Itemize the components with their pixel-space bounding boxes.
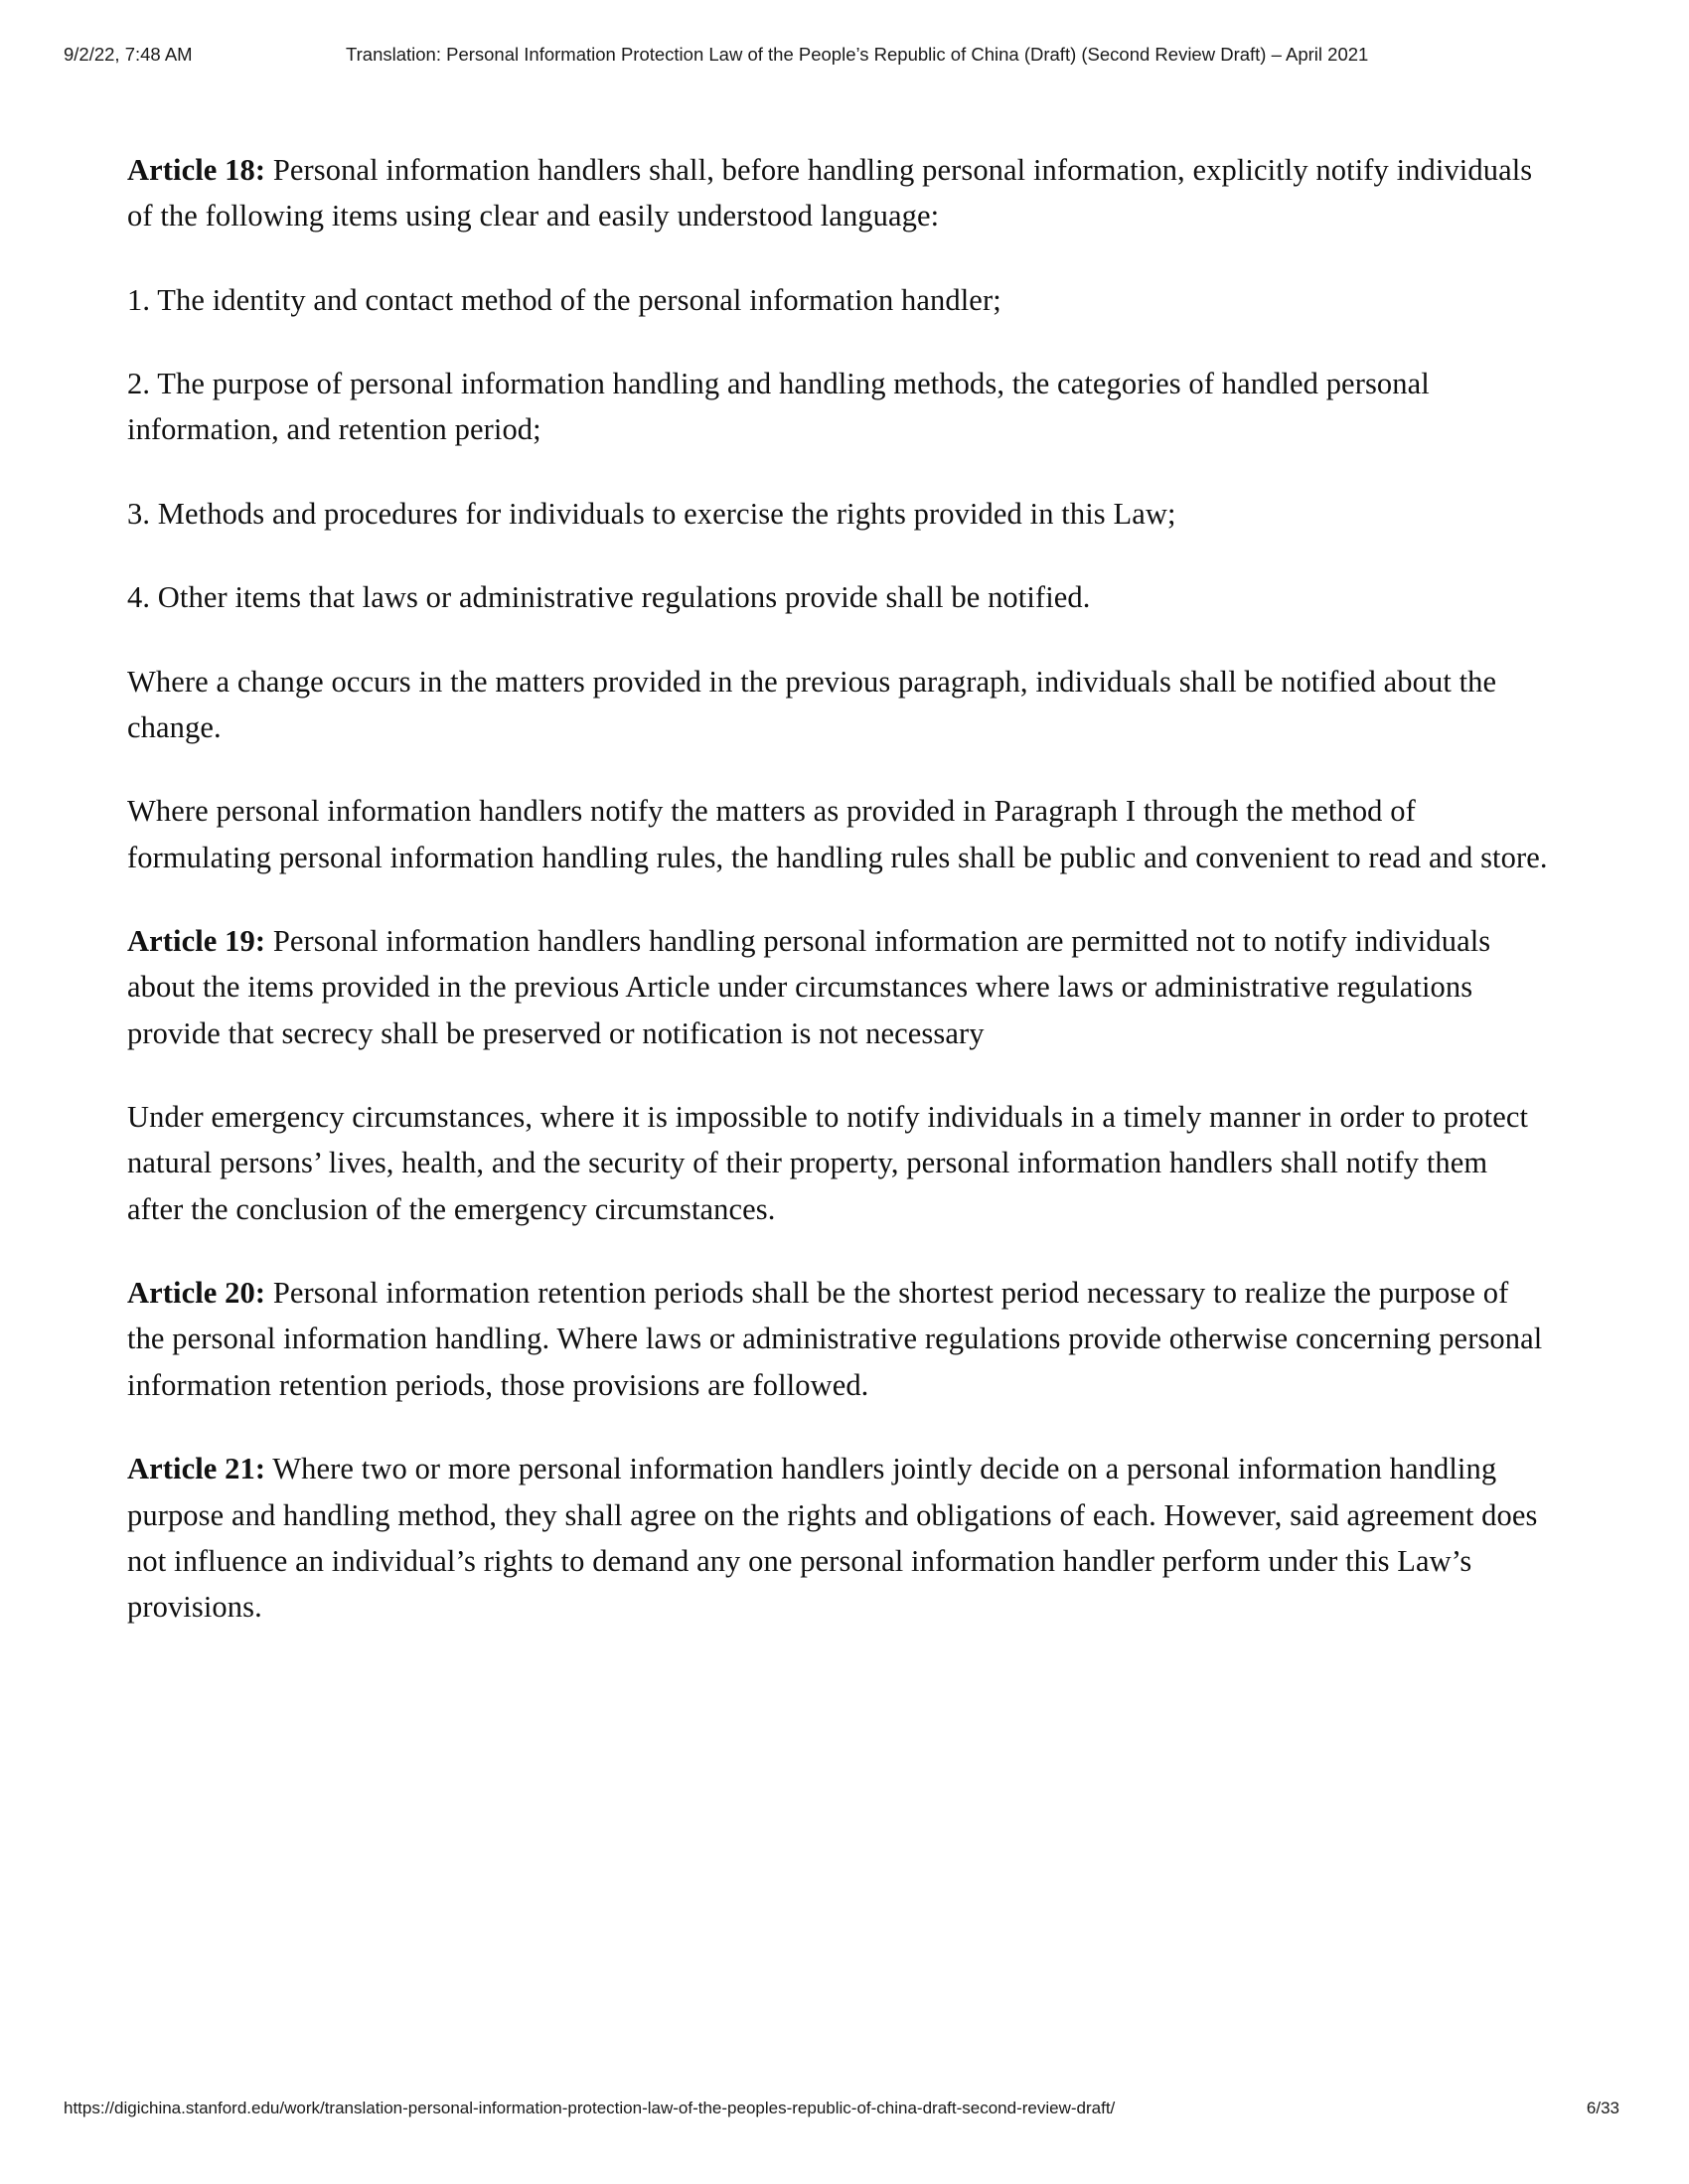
page-footer: [0, 2099, 1689, 2120]
paragraph-text: 1. The identity and contact method of the personal information handler;: [127, 282, 1001, 317]
paragraph-text: 2. The purpose of personal information handling and handling methods, the categories of handled personal information, and retention period;: [127, 367, 1430, 447]
document-body: [127, 147, 1550, 1631]
paragraph: [127, 361, 1550, 453]
paragraph-text: 4. Other items that laws or administrative regulations provide shall be notified.: [127, 580, 1091, 615]
paragraph: [127, 1446, 1550, 1630]
footer-source-url: https://digichina.stanford.edu/work/translation-personal-information-protection-law-of-the-peoples-republic-of-china-draft-second-review-draft/: [64, 2099, 1116, 2117]
paragraph-text: Where personal information handlers notify the matters as provided in Paragraph I through the method of formulating personal information handling rules, the handling rules shall be public and convenient to read and store.: [127, 794, 1548, 874]
paragraph: [127, 1270, 1550, 1408]
paragraph: [127, 1094, 1550, 1232]
paragraph-text: Where a change occurs in the matters provided in the previous paragraph, individuals shall be notified about the change.: [127, 664, 1497, 744]
article-label: Article 19:: [127, 923, 266, 958]
article-label: Article 20:: [127, 1276, 266, 1311]
paragraph: [127, 918, 1550, 1056]
paragraph-text: Personal information retention periods shall be the shortest period necessary to realize the purpose of the personal information handling. Where laws or administrative regulations provide otherwise concerning personal information retention periods, those provisions are followed.: [127, 1276, 1543, 1402]
paragraph: [127, 788, 1550, 880]
paragraph-text: 3. Methods and procedures for individuals to exercise the rights provided in this Law;: [127, 496, 1176, 531]
header-timestamp: 9/2/22, 7:48 AM: [64, 44, 193, 65]
paragraph: [127, 277, 1550, 323]
header-document-title: Translation: Personal Information Protection Law of the People’s Republic of China (Draft) (Second Review Draft) – April 2021: [346, 44, 1369, 65]
paragraph: [127, 491, 1550, 537]
article-label: Article 21:: [127, 1452, 266, 1486]
paragraph: [127, 659, 1550, 751]
page-header: [0, 44, 1689, 68]
paragraph-text: Personal information handlers shall, before handling personal information, explicitly notify individuals of the following items using clear and easily understood language:: [127, 153, 1533, 234]
paragraph: [127, 147, 1550, 239]
paragraph-text: Where two or more personal information handlers jointly decide on a personal information handling purpose and handling method, they shall agree on the rights and obligations of each. However, said agreement does not influence an individual’s rights to demand any one personal information handler perform under this Law’s provisions.: [127, 1452, 1538, 1625]
paragraph-text: Under emergency circumstances, where it is impossible to notify individuals in a timely manner in order to protect natural persons’ lives, health, and the security of their property, personal information handlers shall notify them after the conclusion of the emergency circumstances.: [127, 1100, 1529, 1226]
paragraph-text: Personal information handlers handling personal information are permitted not to notify individuals about the items provided in the previous Article under circumstances where laws or administrative regulations provide that secrecy shall be preserved or notification is not necessary: [127, 923, 1491, 1050]
paragraph: [127, 574, 1550, 620]
footer-page-number: 6/33: [1586, 2099, 1619, 2117]
article-label: Article 18:: [127, 153, 266, 187]
